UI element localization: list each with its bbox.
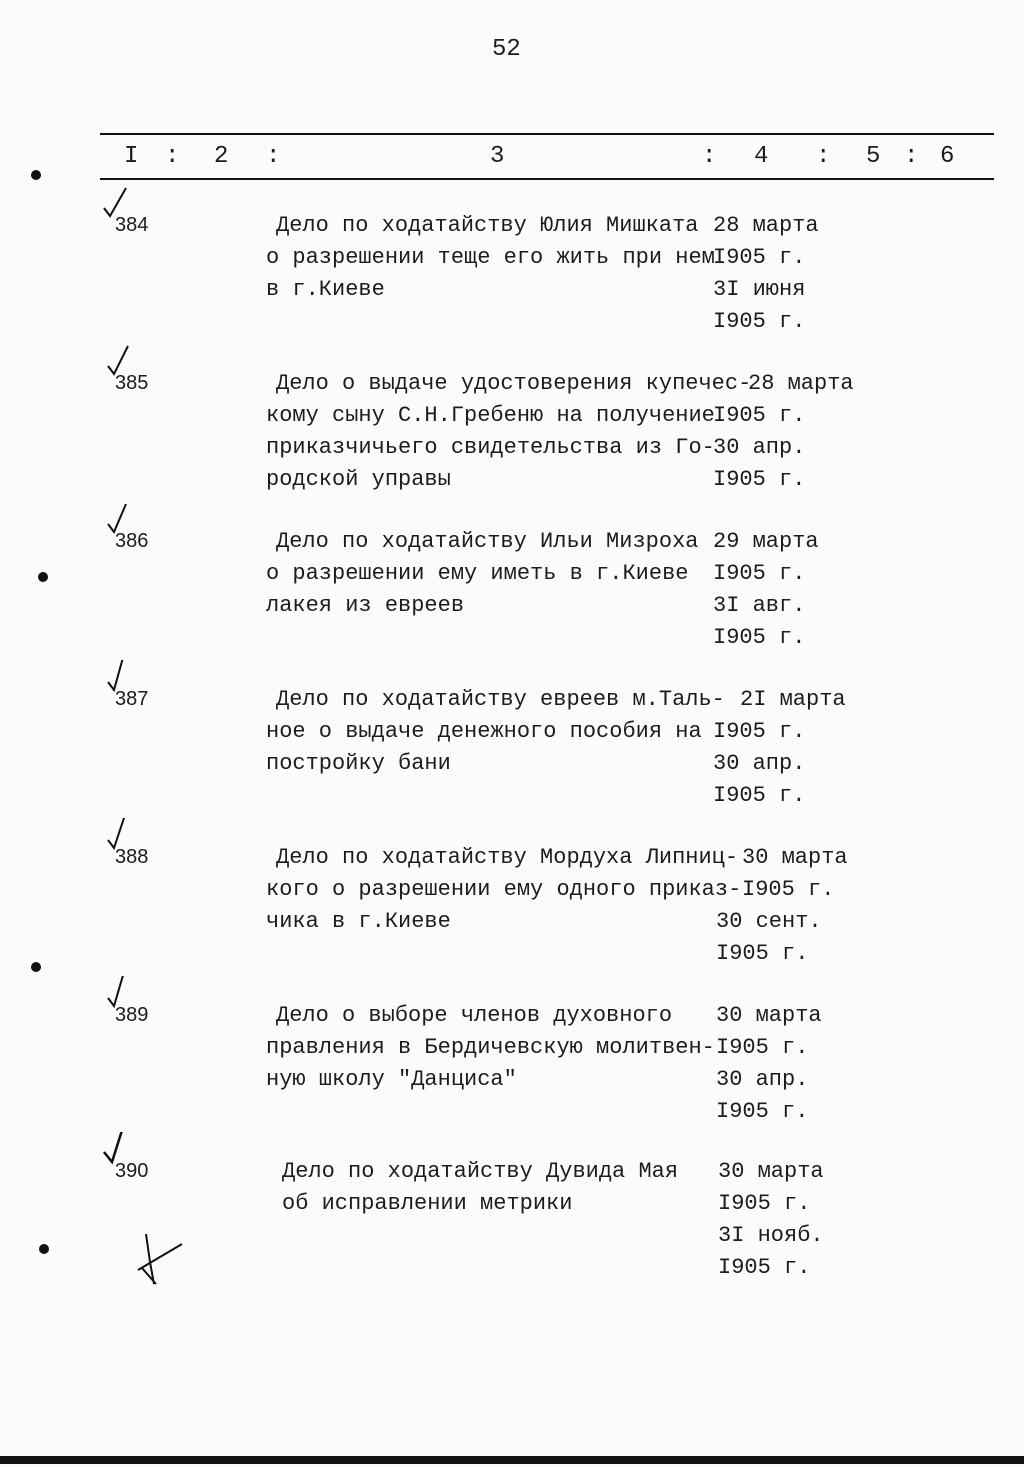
record-start-year: I905 г. [713,403,806,428]
record-number: 387 [115,688,149,710]
record-start-year: I905 г. [742,877,835,902]
header-sep3: : [702,143,717,170]
record-text-line: ную школу "Данциса" [266,1067,517,1092]
record-start-date: 29 марта [713,529,819,554]
record-text-line: Дело по ходатайству Ильи Мизроха [276,529,699,554]
record-number: 389 [115,1004,149,1026]
record-text-line: правления в Бердичевскую молитвен- [266,1035,715,1060]
header-col2: 2 [214,143,229,170]
punch-hole-dot [31,170,41,180]
record-text-line: приказчичьего свидетельства из Го- [266,435,715,460]
record-number: 388 [115,846,149,868]
record-end-year: I905 г. [713,783,806,808]
table-header-row [0,143,1024,173]
record-end-year: I905 г. [713,309,806,334]
table-header-rule [100,178,994,180]
header-sep4: : [816,143,831,170]
record-end-year: I905 г. [716,941,809,966]
record-end-year: I905 г. [713,467,806,492]
header-col4: 4 [754,143,769,170]
record-start-date: 30 марта [742,845,848,870]
record-number: 386 [115,530,149,552]
record-number: 384 [115,214,149,236]
record-text-line: Дело по ходатайству Дувида Мая [282,1159,679,1184]
header-sep1: : [165,143,180,170]
record-text-line: Дело по ходатайству Юлия Мишката [276,213,699,238]
record-text-line: Дело по ходатайству Мордуха Липниц- [276,845,739,870]
header-col1: I [124,143,139,170]
header-col5: 5 [866,143,881,170]
table-top-rule [100,133,994,135]
record-text-line: ное о выдаче денежного пособия на [266,719,702,744]
record-end-date: 3I нояб. [718,1223,824,1248]
record-end-date: 3I июня [713,277,806,302]
record-text-line: родской управы [266,467,451,492]
page-bottom-edge [0,1456,1024,1464]
header-col6: 6 [940,143,955,170]
record-end-year: I905 г. [718,1255,811,1280]
record-start-year: I905 г. [718,1191,811,1216]
page-number: 52 [492,36,521,63]
record-text-line: о разрешении ему иметь в г.Киеве [266,561,689,586]
record-end-date: 30 сент. [716,909,822,934]
record-end-date: 30 апр. [716,1067,809,1092]
record-start-date: 28 марта [748,371,854,396]
header-col3: 3 [490,143,505,170]
record-text-line: кому сыну С.Н.Гребеню на получение [266,403,715,428]
record-text-line: Дело о выдаче удостоверения купечес- [276,371,752,396]
record-start-year: I905 г. [713,561,806,586]
record-text-line: постройку бани [266,751,451,776]
record-text-line: Дело по ходатайству евреев м.Таль- [276,687,725,712]
header-sep2: : [266,143,281,170]
record-start-year: I905 г. [716,1035,809,1060]
record-text-line: чика в г.Киеве [266,909,451,934]
record-start-date: 2I марта [740,687,846,712]
punch-hole-dot [38,572,48,582]
record-end-date: 30 апр. [713,751,806,776]
record-text-line: об исправлении метрики [282,1191,573,1216]
record-text-line: кого о разрешении ему одного приказ- [266,877,742,902]
record-end-date: 3I авг. [713,593,806,618]
record-start-year: I905 г. [713,245,806,270]
handwritten-mark-icon [132,1230,192,1290]
record-start-date: 30 марта [718,1159,824,1184]
punch-hole-dot [39,1244,49,1254]
header-sep5: : [904,143,919,170]
record-text-line: Дело о выборе членов духовного [276,1003,673,1028]
record-start-year: I905 г. [713,719,806,744]
record-number: 385 [115,372,149,394]
punch-hole-dot [31,962,41,972]
record-end-year: I905 г. [713,625,806,650]
record-end-date: 30 апр. [713,435,806,460]
record-number: 390 [115,1160,149,1182]
record-text-line: лакея из евреев [266,593,465,618]
record-text-line: о разрешении теще его жить при нем [266,245,715,270]
record-end-year: I905 г. [716,1099,809,1124]
record-start-date: 30 марта [716,1003,822,1028]
record-start-date: 28 марта [713,213,819,238]
record-text-line: в г.Киеве [266,277,385,302]
